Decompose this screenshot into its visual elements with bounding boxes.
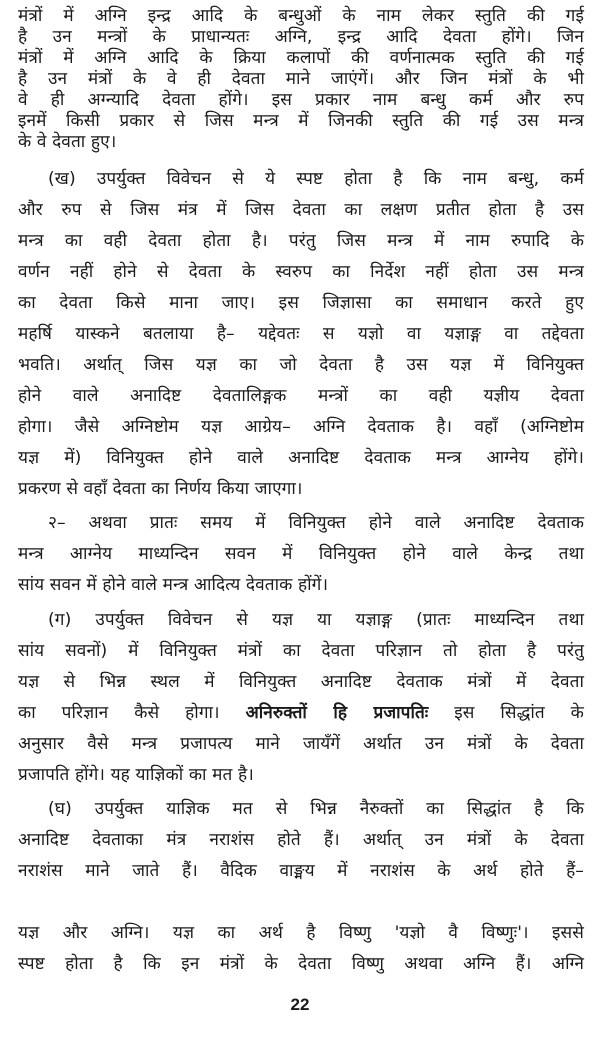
text-line: होगा। जैसे अग्निष्टोम यज्ञ आग्रेय– अग्नि देवताक है। वहाँ (अग्निष्टोम xyxy=(18,417,584,437)
text-line: और रुप से जिस मंत्र में जिस देवता का लक्षण प्रतीत होता है उस xyxy=(18,200,584,220)
text-line-final-2: स्पष्ट होता है कि इन मंत्रों के देवता विष्णु अथवा अग्नि हैं। अग्नि xyxy=(18,954,584,974)
text-line-final: यज्ञ और अग्नि। यज्ञ का अर्थ है विष्णु 'यज्ञो वै विष्णुः'। इससे xyxy=(18,923,584,943)
text-line: वे ही अग्न्यादि देवता होंगे। इस प्रकार नाम बन्धु कर्म और रुप xyxy=(18,90,584,110)
text-line: इनमें किसी प्रकार से जिस मन्त्र में जिनकी स्तुति की गई उस मन्त्र xyxy=(18,111,584,131)
text-line: मन्त्र का वही देवता होता है। परंतु जिस मन्त्र में नाम रुपादि के xyxy=(18,231,584,251)
text-line: प्रजापति होंगे। यह याज्ञिकों का मत है। xyxy=(18,765,254,785)
text-line: है उन मंत्रों के वे ही देवता माने जाएंगें। और जिन मंत्रों के भी xyxy=(18,69,584,89)
text-line: प्रकरण से वहाँ देवता का निर्णय किया जाएगा। xyxy=(18,479,303,499)
text-line: मंत्रों में अग्नि इन्द्र आदि के बन्धुओं के नाम लेकर स्तुति की गई xyxy=(18,6,584,26)
bold-quote: अनिरुक्तों हि प्रजापतिः xyxy=(245,703,429,723)
text-line: होने वाले अनादिष्ट देवतालिङ्गक मन्त्रों का वही यज्ञीय देवता xyxy=(18,386,584,406)
text-line: मन्त्र आग्नेय माध्यन्दिन सवन में विनियुक्त होने वाले केन्द्र तथा xyxy=(18,544,584,564)
text-line: २– अथवा प्रातः समय में विनियुक्त होने वाले अनादिष्ट देवताक xyxy=(48,513,584,533)
text-line: वर्णन नहीं होने से देवता के स्वरुप का निर्देश नहीं होता उस मन्त्र xyxy=(18,262,584,282)
text-line: मंत्रों में अग्नि आदि के क्रिया कलापों की वर्णनात्मक स्तुति की गई xyxy=(18,48,584,68)
text-line: यज्ञ में) विनियुक्त होने वाले अनादिष्ट देवताक मन्त्र आग्नेय होंगे। xyxy=(18,448,584,468)
text-line: (ग) उपर्युक्त विवेचन से यज्ञ या यज्ञाङ्ग (प्रातः माध्यन्दिन तथा xyxy=(48,610,584,630)
text-line: महर्षि यास्कने बतलाया है– यद्देवतः स यज्ञो वा यज्ञाङ्ग वा तद्देवता xyxy=(18,324,584,344)
text-line: (ख) उपर्युक्त विवेचन से ये स्पष्ट होता है कि नाम बन्धु, कर्म xyxy=(48,169,584,189)
page-number: 22 xyxy=(290,995,310,1014)
text-line: का देवता किसे माना जाए। इस जिज्ञासा का समाधान करते हुए xyxy=(18,293,584,313)
text-line: के वे देवता हुए। xyxy=(18,132,117,152)
text-line: सांय सवनों) में विनियुक्त मंत्रों का देवता परिज्ञान तो होता है परंतु xyxy=(18,641,584,661)
text-line: (घ) उपर्युक्त याज्ञिक मत से भिन्न नैरुक्तों का सिद्धांत है कि xyxy=(48,799,584,819)
text-line: नराशंस माने जाते हैं। वैदिक वाङ्मय में नराशंस के अर्थ होते हैं– xyxy=(18,861,584,881)
text-segment: का परिज्ञान कैसे होगा। xyxy=(18,703,220,723)
text-line: अनुसार वैसे मन्त्र प्रजापत्य माने जायँगें अर्थात उन मंत्रों के देवता xyxy=(18,734,584,754)
text-line: यज्ञ से भिन्न स्थल में विनियुक्त अनादिष्ट देवताक मंत्रों में देवता xyxy=(18,672,584,692)
text-line: भवति। अर्थात् जिस यज्ञ का जो देवता है उस यज्ञ में विनियुक्त xyxy=(18,355,584,375)
text-segment: इस सिद्धांत के xyxy=(454,703,584,723)
text-line: सांय सवन में होने वाले मन्त्र आदित्य देवताक होंगें। xyxy=(18,575,329,595)
text-line: अनादिष्ट देवताका मंत्र नराशंस होते हैं। अर्थात् उन मंत्रों के देवता xyxy=(18,830,584,850)
text-line: है उन मन्त्रों के प्राधान्यतः अग्नि, इन्द्र आदि देवता होंगे। जिन xyxy=(18,27,584,47)
